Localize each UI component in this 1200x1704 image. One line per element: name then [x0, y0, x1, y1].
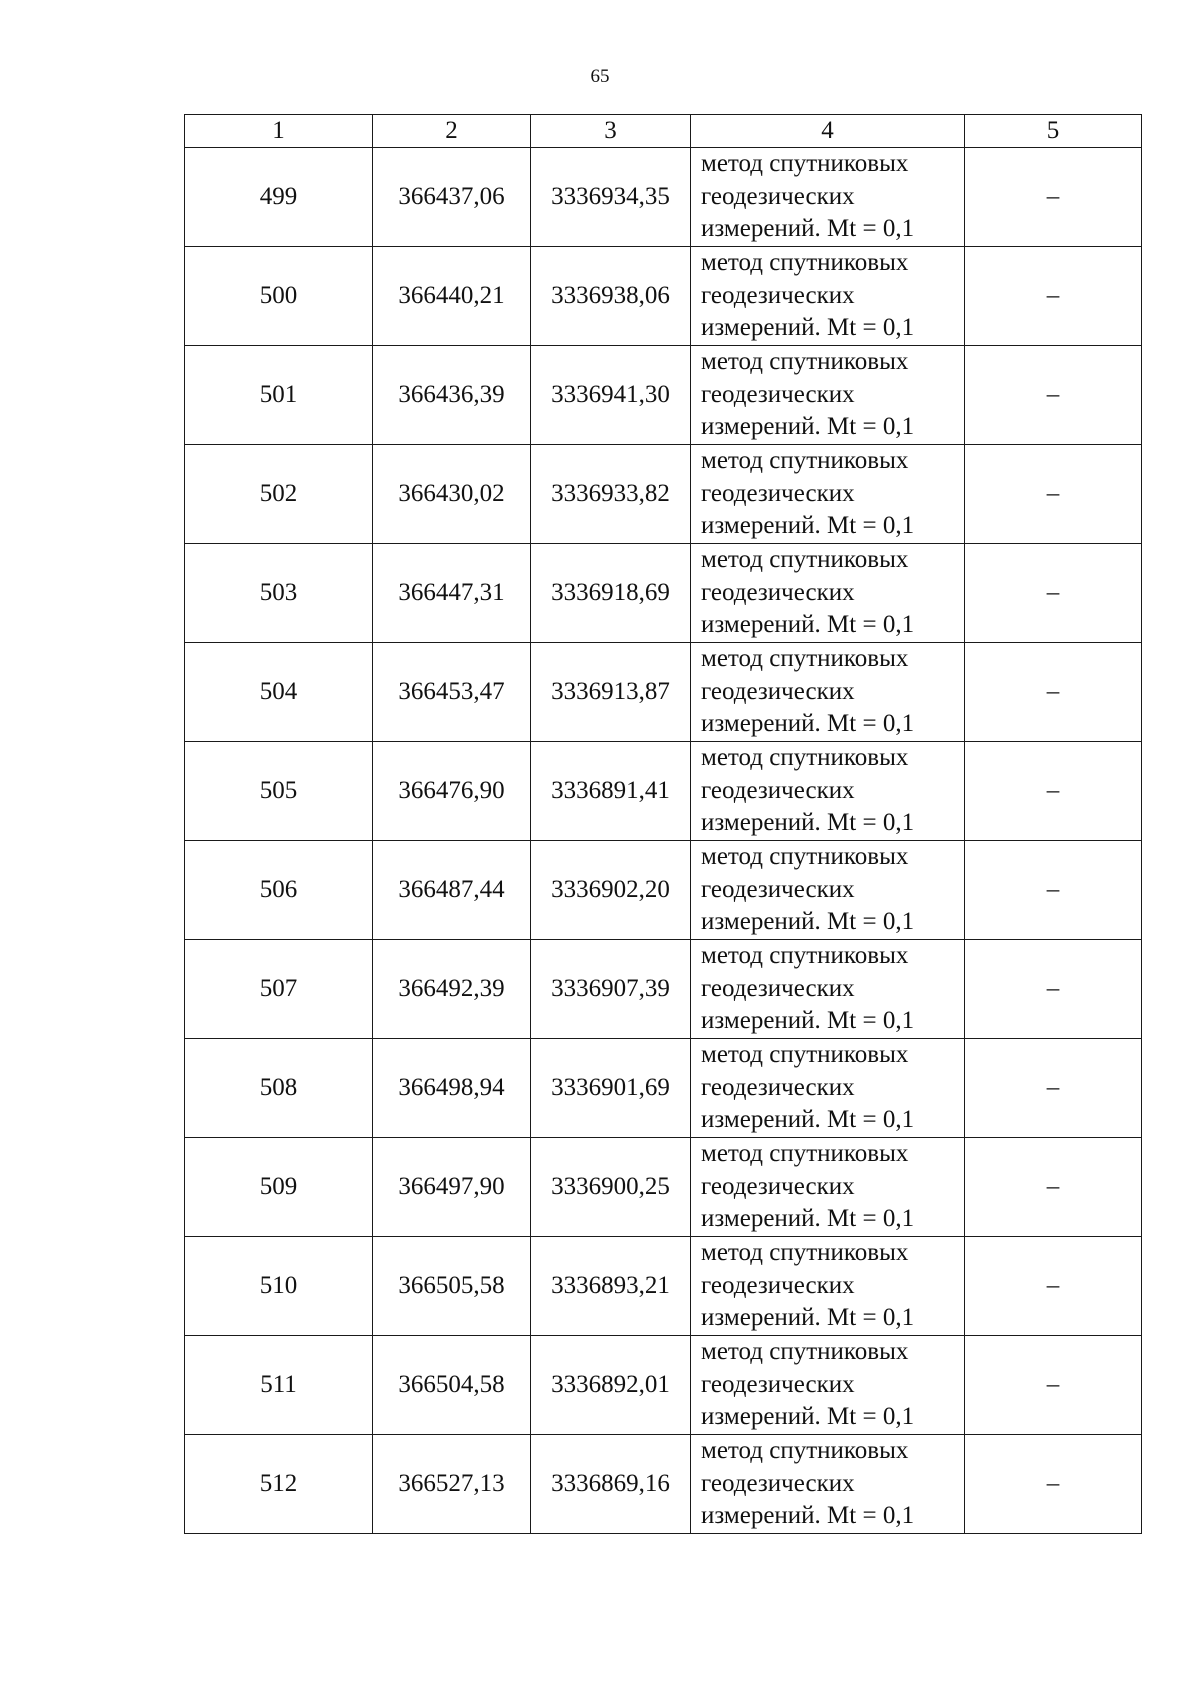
method-line: геодезических: [701, 380, 855, 408]
method-line: метод спутниковых: [701, 645, 909, 673]
x-coordinate-cell: 366440,21: [373, 247, 531, 346]
table-row: [185, 940, 1142, 1039]
method-line: метод спутниковых: [701, 942, 909, 970]
method-line: метод спутниковых: [701, 447, 909, 475]
note-cell: –: [965, 445, 1142, 544]
table-row: [185, 346, 1142, 445]
method-line: геодезических: [701, 1469, 855, 1497]
column-header: 2: [373, 115, 531, 148]
note-cell: –: [965, 1336, 1142, 1435]
x-coordinate-cell: 366505,58: [373, 1237, 531, 1336]
method-line: геодезических: [701, 182, 855, 210]
point-number-cell: 504: [185, 643, 373, 742]
table-body: [185, 148, 1142, 1534]
table-row: [185, 1336, 1142, 1435]
method-line: геодезических: [701, 479, 855, 507]
method-line: измерений. Mt = 0,1: [701, 908, 915, 936]
note-cell: –: [965, 346, 1142, 445]
method-line: геодезических: [701, 974, 855, 1002]
coordinates-table: [184, 114, 1142, 1534]
note-cell: –: [965, 742, 1142, 841]
note-cell: –: [965, 148, 1142, 247]
method-line: метод спутниковых: [701, 1338, 909, 1366]
method-cell: [691, 1039, 965, 1138]
y-coordinate-cell: 3336907,39: [531, 940, 691, 1039]
x-coordinate-cell: 366476,90: [373, 742, 531, 841]
method-line: измерений. Mt = 0,1: [701, 1502, 915, 1530]
method-line: метод спутниковых: [701, 348, 909, 376]
y-coordinate-cell: 3336933,82: [531, 445, 691, 544]
note-cell: –: [965, 841, 1142, 940]
method-cell: [691, 742, 965, 841]
note-cell: –: [965, 544, 1142, 643]
note-cell: –: [965, 1237, 1142, 1336]
method-line: геодезических: [701, 875, 855, 903]
method-line: измерений. Mt = 0,1: [701, 1205, 915, 1233]
method-line: метод спутниковых: [701, 744, 909, 772]
page-number: 65: [590, 66, 610, 87]
method-line: измерений. Mt = 0,1: [701, 215, 915, 243]
method-line: измерений. Mt = 0,1: [701, 1403, 915, 1431]
table-header: [185, 115, 1142, 148]
method-line: геодезических: [701, 1271, 855, 1299]
method-line: измерений. Mt = 0,1: [701, 1007, 915, 1035]
y-coordinate-cell: 3336902,20: [531, 841, 691, 940]
method-cell: [691, 1138, 965, 1237]
method-line: измерений. Mt = 0,1: [701, 512, 915, 540]
x-coordinate-cell: 366437,06: [373, 148, 531, 247]
method-cell: [691, 1237, 965, 1336]
method-line: измерений. Mt = 0,1: [701, 611, 915, 639]
point-number-cell: 503: [185, 544, 373, 643]
method-line: метод спутниковых: [701, 150, 909, 178]
method-line: измерений. Mt = 0,1: [701, 1106, 915, 1134]
column-header: 3: [531, 115, 691, 148]
point-number-cell: 509: [185, 1138, 373, 1237]
y-coordinate-cell: 3336934,35: [531, 148, 691, 247]
method-line: метод спутниковых: [701, 1437, 909, 1465]
note-cell: –: [965, 1138, 1142, 1237]
x-coordinate-cell: 366492,39: [373, 940, 531, 1039]
method-line: метод спутниковых: [701, 249, 909, 277]
table-row: [185, 841, 1142, 940]
method-line: измерений. Mt = 0,1: [701, 710, 915, 738]
y-coordinate-cell: 3336918,69: [531, 544, 691, 643]
y-coordinate-cell: 3336900,25: [531, 1138, 691, 1237]
x-coordinate-cell: 366498,94: [373, 1039, 531, 1138]
point-number-cell: 505: [185, 742, 373, 841]
method-line: геодезических: [701, 677, 855, 705]
point-number-cell: 511: [185, 1336, 373, 1435]
point-number-cell: 507: [185, 940, 373, 1039]
y-coordinate-cell: 3336869,16: [531, 1435, 691, 1534]
note-cell: –: [965, 1435, 1142, 1534]
y-coordinate-cell: 3336893,21: [531, 1237, 691, 1336]
method-cell: [691, 1336, 965, 1435]
method-cell: [691, 247, 965, 346]
column-header: 4: [691, 115, 965, 148]
method-line: измерений. Mt = 0,1: [701, 1304, 915, 1332]
table-row: [185, 1237, 1142, 1336]
method-line: метод спутниковых: [701, 1041, 909, 1069]
y-coordinate-cell: 3336941,30: [531, 346, 691, 445]
method-cell: [691, 643, 965, 742]
method-line: измерений. Mt = 0,1: [701, 314, 915, 342]
y-coordinate-cell: 3336901,69: [531, 1039, 691, 1138]
column-header: 1: [185, 115, 373, 148]
table-row: [185, 643, 1142, 742]
method-line: геодезических: [701, 281, 855, 309]
method-line: геодезических: [701, 1073, 855, 1101]
column-header: 5: [965, 115, 1142, 148]
method-line: метод спутниковых: [701, 1239, 909, 1267]
table-row: [185, 445, 1142, 544]
x-coordinate-cell: 366527,13: [373, 1435, 531, 1534]
table-row: [185, 247, 1142, 346]
point-number-cell: 512: [185, 1435, 373, 1534]
x-coordinate-cell: 366436,39: [373, 346, 531, 445]
x-coordinate-cell: 366447,31: [373, 544, 531, 643]
x-coordinate-cell: 366504,58: [373, 1336, 531, 1435]
note-cell: –: [965, 643, 1142, 742]
method-line: измерений. Mt = 0,1: [701, 809, 915, 837]
table-row: [185, 148, 1142, 247]
method-line: геодезических: [701, 1370, 855, 1398]
method-cell: [691, 1435, 965, 1534]
method-cell: [691, 148, 965, 247]
y-coordinate-cell: 3336913,87: [531, 643, 691, 742]
note-cell: –: [965, 1039, 1142, 1138]
point-number-cell: 500: [185, 247, 373, 346]
method-line: геодезических: [701, 776, 855, 804]
method-line: метод спутниковых: [701, 843, 909, 871]
x-coordinate-cell: 366487,44: [373, 841, 531, 940]
method-line: геодезических: [701, 1172, 855, 1200]
method-line: геодезических: [701, 578, 855, 606]
table-row: [185, 742, 1142, 841]
point-number-cell: 502: [185, 445, 373, 544]
point-number-cell: 506: [185, 841, 373, 940]
method-line: измерений. Mt = 0,1: [701, 413, 915, 441]
y-coordinate-cell: 3336938,06: [531, 247, 691, 346]
method-line: метод спутниковых: [701, 546, 909, 574]
point-number-cell: 510: [185, 1237, 373, 1336]
header-row: [185, 115, 1142, 148]
x-coordinate-cell: 366453,47: [373, 643, 531, 742]
method-line: метод спутниковых: [701, 1140, 909, 1168]
x-coordinate-cell: 366430,02: [373, 445, 531, 544]
note-cell: –: [965, 940, 1142, 1039]
table-row: [185, 544, 1142, 643]
point-number-cell: 501: [185, 346, 373, 445]
y-coordinate-cell: 3336891,41: [531, 742, 691, 841]
y-coordinate-cell: 3336892,01: [531, 1336, 691, 1435]
method-cell: [691, 841, 965, 940]
table-row: [185, 1138, 1142, 1237]
table-row: [185, 1039, 1142, 1138]
method-cell: [691, 940, 965, 1039]
method-cell: [691, 346, 965, 445]
note-cell: –: [965, 247, 1142, 346]
table-row: [185, 1435, 1142, 1534]
x-coordinate-cell: 366497,90: [373, 1138, 531, 1237]
method-cell: [691, 445, 965, 544]
point-number-cell: 499: [185, 148, 373, 247]
point-number-cell: 508: [185, 1039, 373, 1138]
method-cell: [691, 544, 965, 643]
